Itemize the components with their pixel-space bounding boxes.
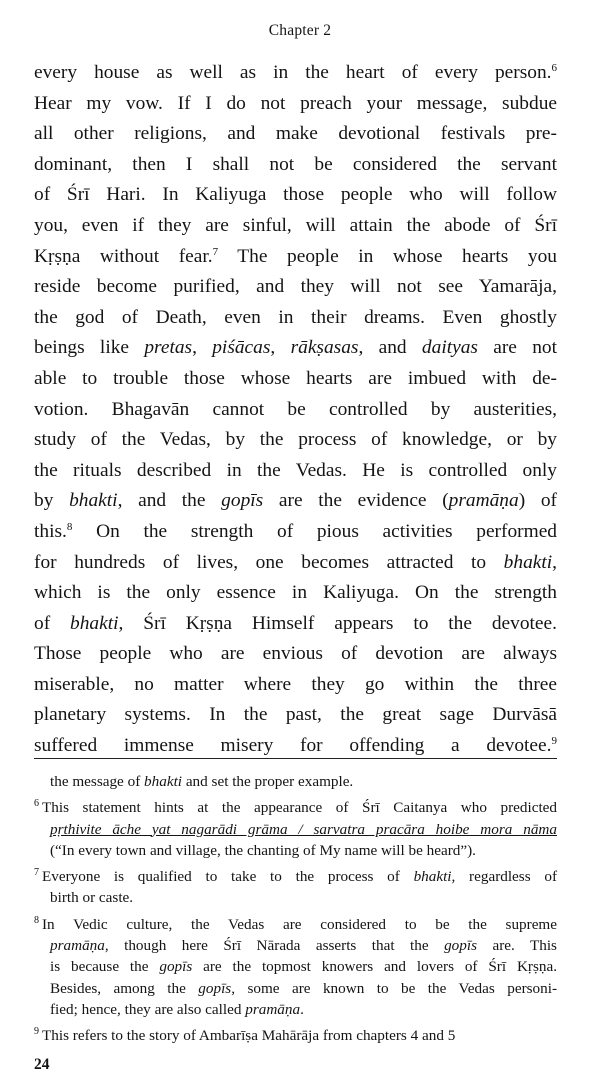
text-run: all other religions, and make devotional festivals pre- xyxy=(34,123,557,145)
text-line xyxy=(34,639,557,670)
italic-term: bhakti xyxy=(413,868,452,886)
text-run: study of the Vedas, by the process of knowledge, or by xyxy=(34,429,557,451)
text-run: this. xyxy=(34,520,67,542)
text-line xyxy=(34,303,557,334)
italic-term: bhakti xyxy=(70,612,119,634)
text-run: (“In every town and village, the chanting of My name will be heard”). xyxy=(50,841,476,859)
text-run: . xyxy=(300,1000,304,1018)
footnote xyxy=(34,1025,557,1046)
footnote xyxy=(34,771,557,792)
text-run: , Śrī Kṛṣṇa Himself appears to the devotee. xyxy=(118,612,557,634)
text-run: , xyxy=(270,337,291,359)
text-run: , some are known to be the Vedas personi- xyxy=(231,979,557,997)
footnote-line xyxy=(34,956,557,977)
text-run: On the strength of pious activities performed xyxy=(72,520,557,542)
text-run: Kṛṣṇa without fear. xyxy=(34,245,213,267)
text-run: fied; hence, they are also called xyxy=(50,1000,246,1018)
footnote-line xyxy=(34,978,557,999)
text-line xyxy=(34,150,557,181)
text-run: beings like xyxy=(34,337,145,359)
main-text xyxy=(34,58,557,762)
text-run: miserable, no matter where they go within the three xyxy=(34,673,557,695)
text-run: are the topmost knowers and lovers of Śrī Kṛṣṇa. xyxy=(192,958,558,976)
text-line xyxy=(34,272,557,303)
text-run: by xyxy=(34,490,70,512)
footnotes xyxy=(34,771,557,1052)
italic-term: pretas xyxy=(144,337,193,359)
text-run: you, even if they are sinful, will attain the abode of Śrī xyxy=(34,214,557,236)
text-line xyxy=(34,425,557,456)
italic-term: bhakti xyxy=(503,551,553,573)
text-run: , regardless of xyxy=(451,868,558,886)
text-line xyxy=(34,119,557,150)
text-line xyxy=(34,456,557,487)
text-line xyxy=(34,670,557,701)
text-run: This statement hints at the appearance of Śrī Caitanya who predicted xyxy=(42,799,557,817)
text-run: Everyone is qualified to take to the process of xyxy=(42,868,414,886)
text-line xyxy=(34,333,557,364)
text-line xyxy=(34,609,557,640)
text-run: Those people who are envious of devotion are always xyxy=(34,643,557,665)
text-run: birth or caste. xyxy=(50,889,134,907)
footnote-reference[interactable]: 9 xyxy=(551,735,557,748)
italic-term: pramāṇa xyxy=(448,490,519,512)
text-run: the rituals described in the Vedas. He is controlled only xyxy=(34,459,557,481)
footnote-line xyxy=(34,914,557,935)
italic-term: pramāṇa xyxy=(50,937,105,955)
text-line xyxy=(34,578,557,609)
text-run: Hear my vow. If I do not preach your message, subdue xyxy=(34,92,557,114)
text-run: of Śrī Hari. In Kaliyuga those people who will follow xyxy=(34,184,557,206)
footnote-line xyxy=(34,840,557,861)
italic-term: rākṣasas xyxy=(290,337,359,359)
text-run: In Vedic culture, the Vedas are considered to be the supreme xyxy=(42,915,557,933)
footnote-line xyxy=(34,887,557,908)
footnote-number: 7 xyxy=(34,867,39,879)
footnote-reference[interactable]: 8 xyxy=(66,520,73,533)
text-run: able to trouble those whose hearts are imbued with de- xyxy=(34,367,557,389)
footnote-number: 6 xyxy=(34,798,39,810)
footnote-reference[interactable]: 7 xyxy=(212,245,219,258)
footnote xyxy=(34,914,557,1020)
quoted-verse: pṛthivite āche yat nagarādi grāma / sarvatra pracāra hoibe mora nāma xyxy=(50,820,557,838)
footnote-number: 8 xyxy=(34,914,39,926)
text-line xyxy=(34,700,557,731)
text-run: the message of xyxy=(50,773,145,790)
text-run: , though here Śrī Nārada asserts that the xyxy=(104,937,445,955)
text-run: This refers to the story of Ambarīṣa Mahārāja from chapters 4 and 5 xyxy=(42,1027,456,1045)
text-run: , xyxy=(192,337,213,359)
footnote-line xyxy=(34,935,557,956)
running-head: Chapter 2 xyxy=(268,22,332,39)
text-run: The people in whose hearts you xyxy=(218,245,557,267)
italic-term: gopīs xyxy=(221,490,264,512)
footnote xyxy=(34,866,557,909)
text-run: Besides, among the xyxy=(50,979,199,997)
footnote-line xyxy=(34,771,557,792)
text-run: reside become purified, and they will not see Yamarāja, xyxy=(34,276,557,298)
text-line xyxy=(34,211,557,242)
italic-term: piśācas xyxy=(212,337,271,359)
italic-term: daityas xyxy=(421,337,478,359)
footnote xyxy=(34,797,557,861)
text-line xyxy=(34,486,557,517)
text-run: votion. Bhagavān cannot be controlled by austerities, xyxy=(34,398,557,420)
text-run: the god of Death, even in their dreams. Even ghostly xyxy=(34,306,557,328)
text-run: for hundreds of lives, one becomes attracted to xyxy=(34,551,504,573)
text-run: dominant, then I shall not be considered the servant xyxy=(34,153,557,175)
footnote-line xyxy=(34,999,557,1020)
text-run: planetary systems. In the past, the great sage Durvāsā xyxy=(34,704,557,726)
italic-term: gopīs xyxy=(159,958,193,976)
footnote-line xyxy=(34,797,557,818)
text-line xyxy=(34,180,557,211)
text-run: are not xyxy=(477,337,557,359)
text-line xyxy=(34,395,557,426)
italic-term: gopīs xyxy=(198,979,232,997)
text-run: is because the xyxy=(50,958,160,976)
text-run: which is the only essence in Kaliyuga. On the strength xyxy=(34,582,557,604)
text-run: are. This xyxy=(476,937,557,955)
text-run: of xyxy=(34,612,71,634)
footnote-line xyxy=(34,819,557,840)
text-run: , xyxy=(552,551,557,573)
text-run: , and xyxy=(358,337,422,359)
footnote-divider xyxy=(34,758,557,759)
text-line xyxy=(34,89,557,120)
text-run: ) of xyxy=(518,490,558,512)
text-run: every house as well as in the heart of every person. xyxy=(34,62,552,83)
text-line xyxy=(34,548,557,579)
italic-term: bhakti xyxy=(144,773,183,790)
text-run: and set the proper example. xyxy=(182,773,354,790)
text-run: are the evidence ( xyxy=(263,490,449,512)
italic-term: gopīs xyxy=(444,937,477,955)
footnote-line xyxy=(34,866,557,887)
italic-term: pramāṇa xyxy=(245,1000,301,1018)
text-line xyxy=(34,242,557,273)
text-line xyxy=(34,517,557,548)
text-line xyxy=(34,364,557,395)
text-run: suffered immense misery for offending a devotee. xyxy=(34,735,552,757)
text-run: , and the xyxy=(117,490,222,512)
footnote-number: 9 xyxy=(34,1026,39,1038)
footnote-line xyxy=(34,1025,557,1046)
footnote-reference[interactable]: 6 xyxy=(551,62,557,74)
text-line xyxy=(34,58,557,89)
italic-term: bhakti xyxy=(69,490,118,512)
page-number: 24 xyxy=(34,1056,50,1073)
